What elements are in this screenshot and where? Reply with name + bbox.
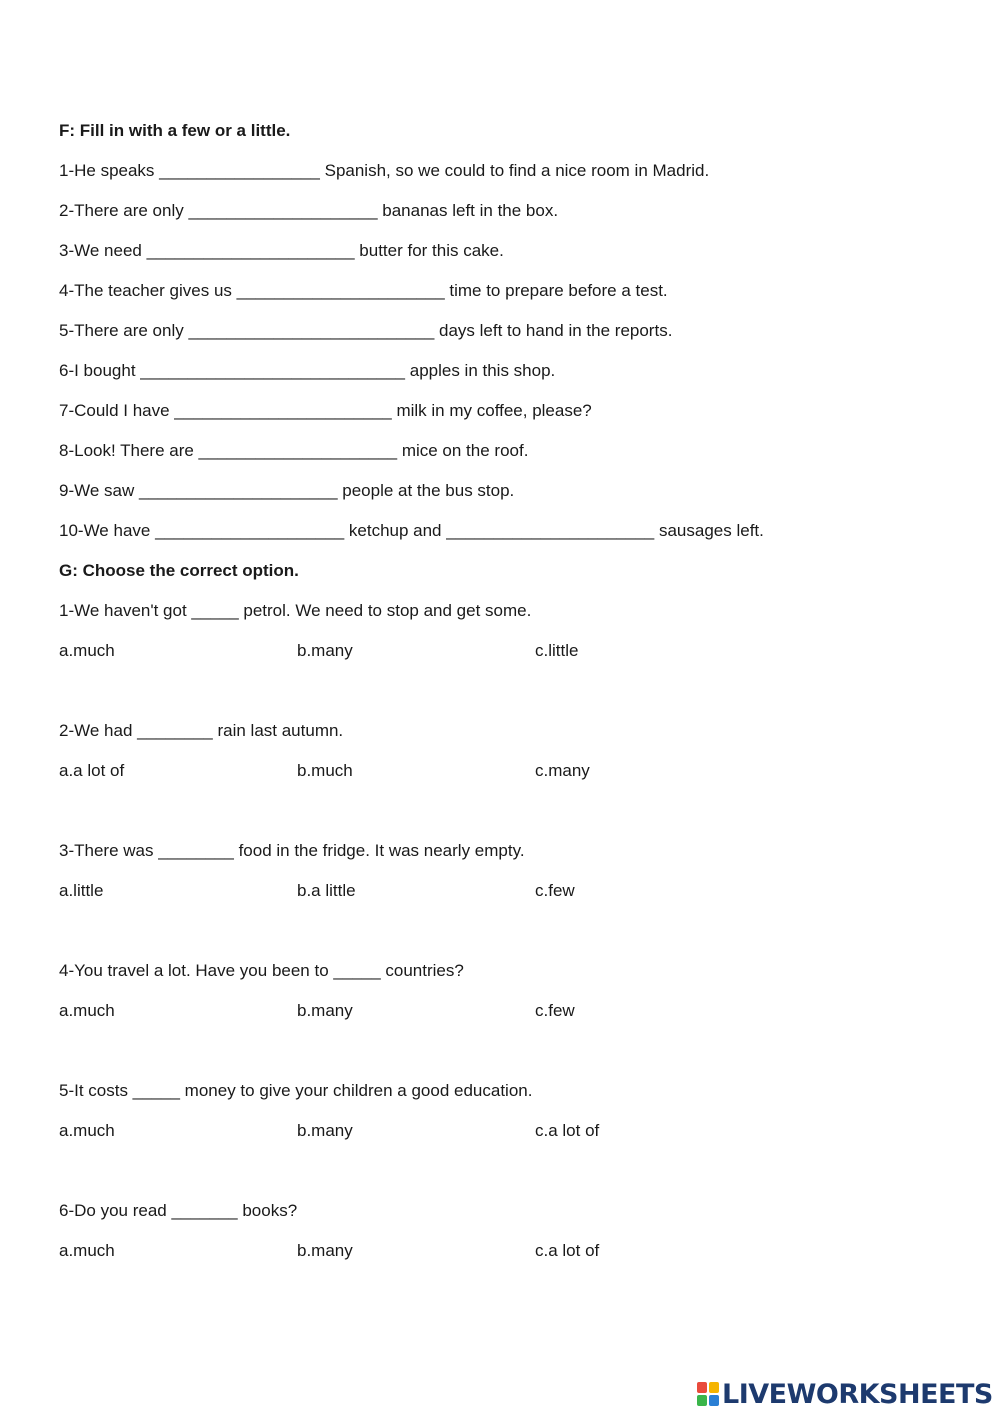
- fill-item-8: 8-Look! There are _____________________ mice on the roof.: [59, 441, 529, 460]
- question-5-option-b: b.many: [297, 1121, 353, 1140]
- question-1-option-a: a.much: [59, 641, 115, 660]
- section-f-heading: F: Fill in with a few or a little.: [59, 121, 291, 140]
- question-3-option-c: c.few: [535, 881, 575, 900]
- question-1: 1-We haven't got _____ petrol. We need to stop and get some.: [59, 601, 532, 620]
- question-1-option-c: c.little: [535, 641, 579, 660]
- liveworksheets-logo[interactable]: [697, 1378, 993, 1410]
- fill-item-3: 3-We need ______________________ butter for this cake.: [59, 241, 504, 260]
- question-2-option-b: b.much: [297, 761, 353, 780]
- question-4-option-b: b.many: [297, 1001, 353, 1020]
- logo-mark-tile-1: [697, 1382, 707, 1393]
- question-2-option-a: a.a lot of: [59, 761, 125, 780]
- fill-item-1: 1-He speaks _________________ Spanish, so we could to find a nice room in Madrid.: [59, 161, 710, 180]
- fill-item-6: 6-I bought ____________________________ apples in this shop.: [59, 361, 556, 380]
- question-5: 5-It costs _____ money to give your children a good education.: [59, 1081, 533, 1100]
- fill-item-2: 2-There are only ____________________ bananas left in the box.: [59, 201, 559, 220]
- question-4-option-a: a.much: [59, 1001, 115, 1020]
- question-6: 6-Do you read _______ books?: [59, 1201, 298, 1220]
- question-5-option-a: a.much: [59, 1121, 115, 1140]
- question-6-option-b: b.many: [297, 1241, 353, 1260]
- logo-mark-icon: [697, 1382, 719, 1406]
- logo-mark-tile-2: [709, 1382, 719, 1393]
- fill-item-9: 9-We saw _____________________ people at the bus stop.: [59, 481, 515, 500]
- question-6-option-a: a.much: [59, 1241, 115, 1260]
- fill-item-5: 5-There are only __________________________ days left to hand in the reports.: [59, 321, 673, 340]
- section-g-heading: G: Choose the correct option.: [59, 561, 299, 580]
- logo-text: LIVEWORKSHEETS: [722, 1378, 993, 1410]
- question-2-option-c: c.many: [535, 761, 590, 780]
- logo-mark-tile-4: [709, 1395, 719, 1406]
- logo-mark-tile-3: [697, 1395, 707, 1406]
- question-3-option-a: a.little: [59, 881, 104, 900]
- question-4-option-c: c.few: [535, 1001, 575, 1020]
- question-2: 2-We had ________ rain last autumn.: [59, 721, 344, 740]
- fill-item-4: 4-The teacher gives us ______________________ time to prepare before a test.: [59, 281, 668, 300]
- question-3-option-b: b.a little: [297, 881, 356, 900]
- question-3: 3-There was ________ food in the fridge. It was nearly empty.: [59, 841, 525, 860]
- fill-item-10: 10-We have ____________________ ketchup and ______________________ sausages left.: [59, 521, 764, 540]
- question-4: 4-You travel a lot. Have you been to _____ countries?: [59, 961, 464, 980]
- question-6-option-c: c.a lot of: [535, 1241, 600, 1260]
- fill-item-7: 7-Could I have _______________________ milk in my coffee, please?: [59, 401, 592, 420]
- question-5-option-c: c.a lot of: [535, 1121, 600, 1140]
- question-1-option-b: b.many: [297, 641, 353, 660]
